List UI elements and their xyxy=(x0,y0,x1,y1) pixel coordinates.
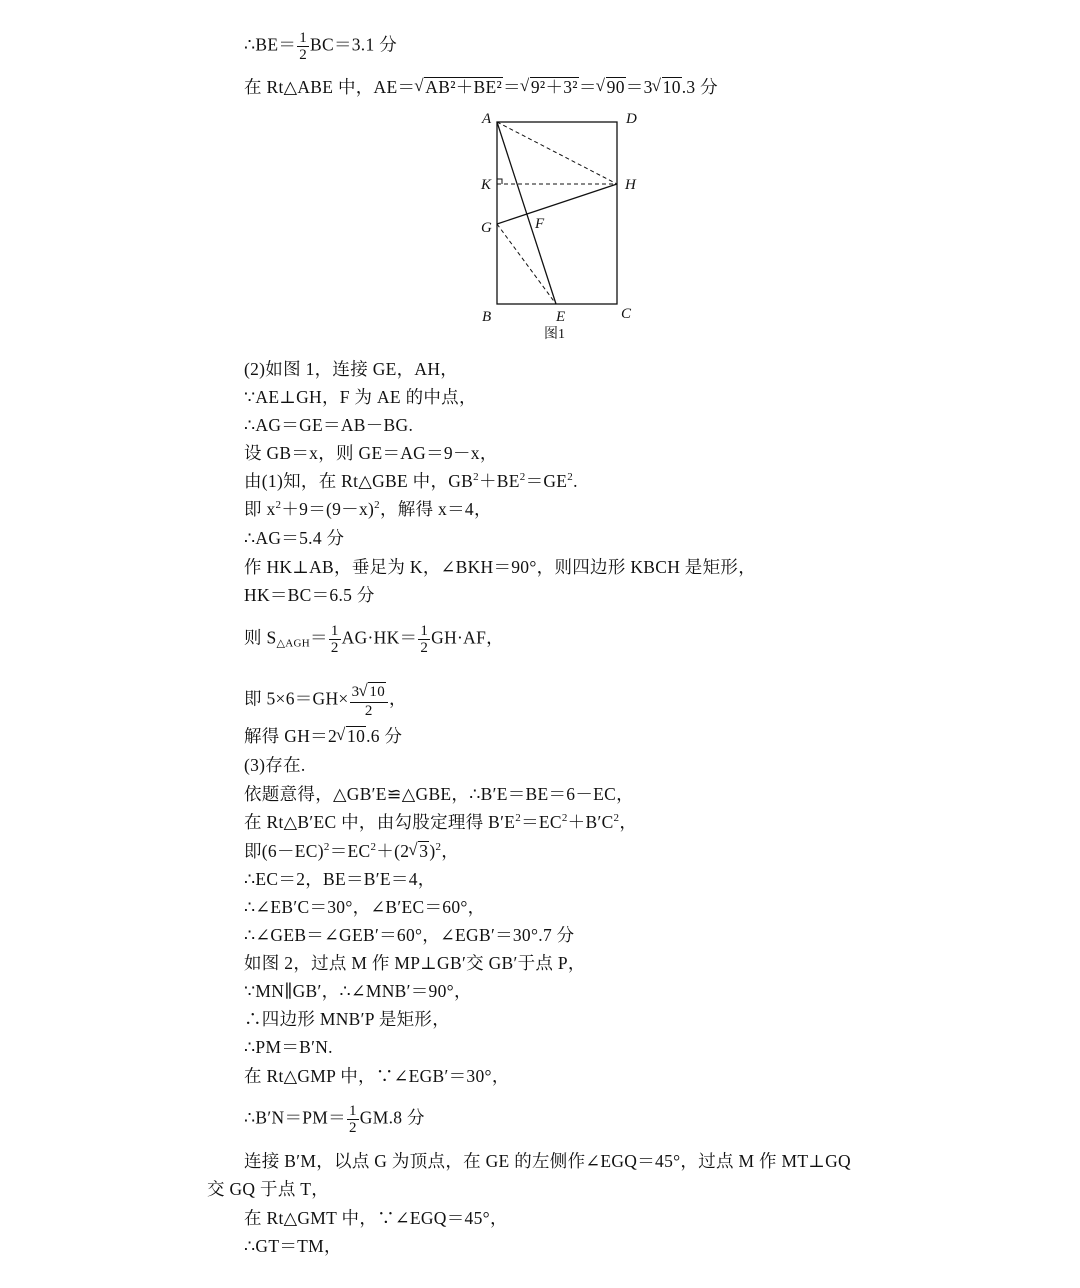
sqrt-ninety: √ 90 xyxy=(606,77,626,97)
segment-ah-dashed xyxy=(497,122,617,184)
label-a: A xyxy=(482,111,492,127)
segment-ae xyxy=(497,122,556,304)
fraction-half: $\frac{1}{2}$ xyxy=(420,623,429,656)
line-be xyxy=(244,30,397,63)
line-3: (2)如图 1，连接 GE，AH， xyxy=(244,359,459,379)
label-f: F xyxy=(535,216,545,232)
figure-1-diagram xyxy=(470,105,660,345)
line-20: ∴∠EB′C＝30°，∠B′EC＝60°， xyxy=(244,897,486,917)
line-17: 在 Rt△B′EC 中，由勾股定理得 $B'E^2=EC^2+B'C^2$， xyxy=(244,812,638,832)
text: 在 Rt△ABE 中，AE＝ xyxy=(244,77,416,97)
line-23: ∵MN∥GB′，∴∠MNB′＝90°， xyxy=(244,981,472,1001)
line-4: ∵AE⊥GH，F 为 AE 的中点， xyxy=(244,387,477,407)
label-h: H xyxy=(625,177,636,193)
numerator: 1 xyxy=(299,30,308,46)
line-5: ∴AG＝GE＝AB－BG. xyxy=(244,415,414,435)
line-11: HK＝BC＝6.5 分 xyxy=(244,585,375,605)
line-14: 解得 GH＝2√ 10.6 分 xyxy=(244,725,402,747)
line-7: 由(1)知，在 Rt△GBE 中，$GB^2+BE^2=GE^2$. xyxy=(244,471,578,491)
sqrt-ten: √ 10 xyxy=(662,77,682,97)
fraction-three-root-ten-over-two: $\frac{3√ 10}{2}$ xyxy=(350,682,388,719)
text: ＝3 xyxy=(625,77,653,97)
line-26: 在 Rt△GMP 中，∵∠EGB′＝30°， xyxy=(244,1066,510,1086)
segment-gh xyxy=(497,184,617,224)
line-30: 在 Rt△GMT 中，∵∠EGQ＝45°， xyxy=(244,1208,508,1228)
segment-ge-dashed xyxy=(497,224,556,304)
fraction-half: $\frac{1}{2}$ xyxy=(348,1103,357,1136)
line-18: 即$(6-EC)^2=EC^2+(2√$ 3)$^2$， xyxy=(244,840,459,862)
line-ae xyxy=(244,76,718,98)
rectangle-abcd xyxy=(497,122,617,304)
text: .3 分 xyxy=(681,77,718,97)
line-21: ∴∠GEB＝∠GEB′＝60°，∠EGB′＝30°.7 分 xyxy=(244,925,575,945)
text: ∴BE＝ xyxy=(244,34,297,55)
line-28: 连接 B′M，以点 G 为顶点，在 GE 的左侧作∠EGQ＝45°，过点 M 作 MT⊥GQ xyxy=(244,1151,851,1171)
label-b: B xyxy=(482,309,492,325)
text: ＝ xyxy=(578,77,597,97)
line-16: 依题意得，△GB′E≌△GBE，∴B′E＝BE＝6－EC， xyxy=(244,784,634,804)
right-angle-mark xyxy=(497,179,502,184)
figure-caption: 图1 xyxy=(544,327,565,342)
line-24: ∴四边形 MNB′P 是矩形， xyxy=(244,1009,451,1029)
line-31: ∴GT＝TM， xyxy=(244,1236,342,1256)
line-29: 交 GQ 于点 T， xyxy=(207,1179,330,1199)
line-12: 则 $S_{\triangle AGH}=$ $\frac{1}{2}$ AG·HK＝ $\frac{1}{2}$ GH·AF， xyxy=(244,623,504,656)
label-d: D xyxy=(626,111,637,127)
label-c: C xyxy=(621,306,632,322)
line-13: 即 5×6＝GH× $\frac{3√ 10}{2}$ ， xyxy=(244,682,407,719)
fraction-half: $\frac{1}{2}$ xyxy=(330,623,339,656)
line-27: ∴B′N＝PM＝ $\frac{1}{2}$ GM.8 分 xyxy=(244,1103,425,1136)
label-g: G xyxy=(481,220,492,236)
text: ＝ xyxy=(503,77,521,97)
line-25: ∴PM＝B′N. xyxy=(244,1037,333,1057)
sqrt-nine-three: √ 9²＋3² xyxy=(530,77,579,97)
text: BC＝3.1 分 xyxy=(310,34,398,55)
denominator: 2 xyxy=(299,47,308,63)
line-19: ∴EC＝2，BE＝B′E＝4， xyxy=(244,869,436,889)
line-8: 即 $x^2+9=(9-x)^2$，解得 x＝4， xyxy=(244,499,492,519)
label-k: K xyxy=(481,177,492,193)
label-e: E xyxy=(556,309,566,325)
line-9: ∴AG＝5.4 分 xyxy=(244,528,345,548)
line-22: 如图 2，过点 M 作 MP⊥GB′交 GB′于点 P， xyxy=(244,953,586,973)
line-10: 作 HK⊥AB，垂足为 K，∠BKH＝90°，则四边形 KBCH 是矩形， xyxy=(244,557,757,577)
line-6: 设 GB＝x，则 GE＝AG＝9－x， xyxy=(244,443,498,463)
fraction-half xyxy=(297,30,309,63)
line-15: (3)存在. xyxy=(244,755,306,775)
sqrt-ab-be: √ AB²＋BE² xyxy=(424,77,503,97)
